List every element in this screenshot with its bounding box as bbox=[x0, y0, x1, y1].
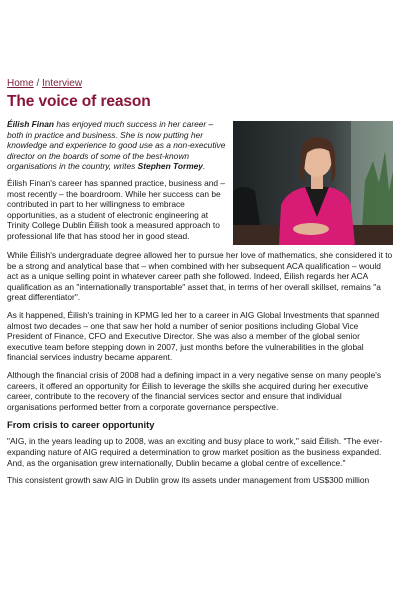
section-subheading: From crisis to career opportunity bbox=[7, 419, 155, 431]
article-page bbox=[7, 78, 393, 493]
lead-name: Éilish Finan bbox=[7, 119, 54, 129]
article-title: The voice of reason bbox=[7, 93, 151, 110]
portrait-photo bbox=[233, 121, 393, 245]
lead-author: Stephen Tormey bbox=[137, 161, 203, 172]
paragraph-6: This consistent growth saw AIG in Dublin grow its assets under management from US$300 million bbox=[7, 475, 370, 486]
paragraph-2: While Éilish's undergraduate degree allowed her to pursue her love of mathematics, she considered it to be a strong and analytical base that – when combined with her subsequent ACA qualification – would act as a unique selling point in whatever career path she followed. Indeed, Éilish regards her ACA qualification as an "internationally transportable" asset that, in terms of her overall skillset, remains "a great differentiator". bbox=[7, 250, 393, 303]
intro-section bbox=[7, 119, 393, 250]
breadcrumb-interview-link[interactable]: Interview bbox=[42, 78, 83, 89]
lead-end: . bbox=[202, 161, 206, 172]
paragraph-5: "AIG, in the years leading up to 2008, was an exciting and busy place to work," said Éilish. "The ever-expanding nature of AIG required a determination to grow market position as the business expanded. And, as the organisation grew internationally, Dublin became a global centre of excellence." bbox=[7, 436, 383, 468]
portrait-illustration bbox=[233, 121, 393, 245]
paragraph-1: Éilish Finan's career has spanned practice, business and – most recently – the boardroom. While her success can be contributed in part to her willingness to embrace opportunities, as a student of electronic engineering at Trinity College Dublin Éilish took a measured approach to professional life that has stood her in good stead. bbox=[7, 177, 226, 241]
lead-text: has enjoyed much success in her career – both in practice and business. She is now putting her knowledge and experience to good use as a non-executive director on the boards of some of the best-known organisations in the country, writes bbox=[7, 119, 226, 172]
paragraph-4: Although the financial crisis of 2008 had a defining impact in a very negative sense on many people's careers, it offered an opportunity for Éilish to leverage the skills she acquired during her executive career, contribute to the recovery of the financial services sector and ensure that individual organisations performed better from a corporate governance perspective. bbox=[7, 369, 382, 412]
breadcrumb-separator: / bbox=[33, 78, 43, 89]
breadcrumb-home-link[interactable]: Home bbox=[7, 78, 34, 89]
breadcrumb bbox=[7, 78, 393, 89]
paragraph-3: As it happened, Éilish's training in KPMG led her to a career in AIG Global Investments that spanned almost two decades – one that saw her hold a number of senior positions including Global Vice President of Finance, CFO and Executive Director. She was also a member of the global senior executive team before stepping down in 2007, just months before the vulnerabilities in the global financial services industry became apparent. bbox=[7, 309, 380, 363]
intro-text bbox=[7, 119, 229, 242]
article-body bbox=[7, 250, 393, 486]
lead-paragraph bbox=[7, 119, 229, 172]
